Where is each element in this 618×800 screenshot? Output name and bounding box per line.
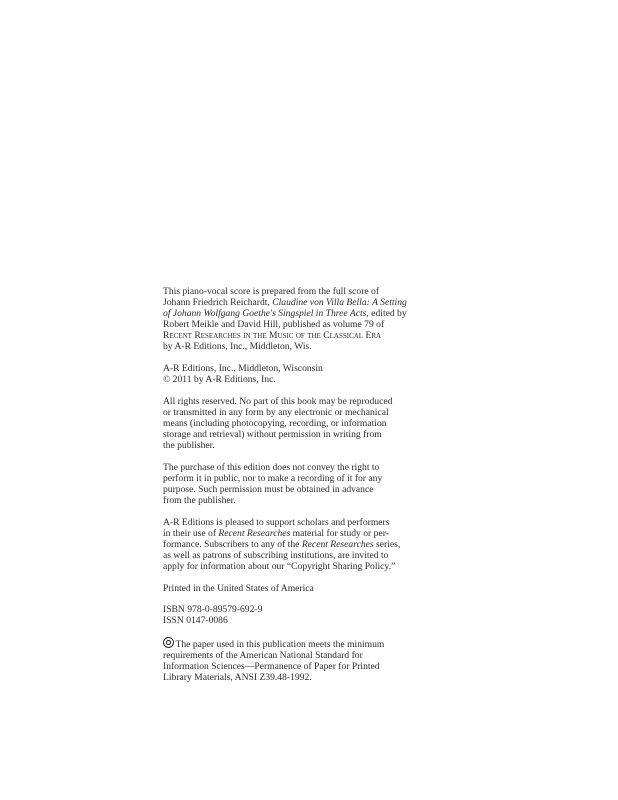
recycled-paper-icon [163,637,174,648]
source-note-line-1: This piano-vocal score is prepared from the full score of [163,286,380,297]
source-note-line-6: by A-R Editions, Inc., Middleton, Wis. [163,341,312,353]
issn: ISSN 0147-0086 [163,615,228,627]
edited-by-text: , edited by [366,308,407,320]
support-line-3 [163,539,399,550]
source-note-line-3 [163,308,407,320]
support-line-5: apply for information about our “Copyright Sharing Policy.” [163,560,396,572]
paper-note-line-1 [163,637,399,650]
copyright-block [163,286,407,694]
series-name-italic-2: Recent Researches [301,538,374,550]
isbn: ISBN 978-0-89579-692-9 [163,604,263,616]
paper-note-line-3: Information Sciences—Permanence of Paper for Printed [163,661,380,673]
copyright-line: © 2011 by A-R Editions, Inc. [163,374,276,386]
composer-text: Johann Friedrich Reichardt, [163,297,273,309]
work-subtitle: of Johann Wolfgang Goethe's Singspiel in Three Acts [163,308,367,320]
source-note [163,286,407,353]
support-line-4: as well as patrons of subscribing institutions, are invited to [163,549,389,561]
printed-line: Printed in the United States of America [163,582,314,594]
rights-line-5: the publisher. [163,440,215,452]
support-line-2 [163,528,399,539]
rights-line-1: All rights reserved. No part of this book may be reproduced [163,395,393,407]
paper-note-text-1: The paper used in this publication meets the minimum [175,638,385,650]
printed-notice [163,583,399,594]
paper-note-line-2: requirements of the American National Standard for [163,649,363,661]
series-title: Recent Researches in the Music of the Classical Era [163,330,382,342]
publisher-info [163,363,399,385]
source-note-line-4: Robert Meikle and David Hill, published as volume 79 of [163,319,385,331]
support-line-2-rest: material for study or per- [290,527,389,539]
performance-line-1: The purchase of this edition does not convey the right to [163,461,380,473]
identifiers [163,604,399,626]
rights-line-2: or transmitted in any form by any electronic or mechanical [163,406,389,418]
rights-line-4: storage and retrieval) without permission in writing from [163,429,382,441]
rights-line-3: means (including photocopying, recording, or information [163,417,387,429]
support-line-1: A-R Editions is pleased to support scholars and performers [163,516,390,528]
series-name-italic: Recent Researches [218,527,291,539]
performance-line-2: perform it in public, nor to make a recording of it for any [163,472,383,484]
rights-notice [163,396,399,451]
performance-line-4: from the publisher. [163,495,236,506]
source-note-line-2 [163,297,407,309]
support-line-3-rest: series, [373,538,401,550]
publisher-line: A-R Editions, Inc., Middleton, Wisconsin [163,363,323,375]
support-notice [163,517,399,572]
support-line-2-text: in their use of [163,527,219,539]
paper-note-line-4: Library Materials, ANSI Z39.48-1992. [163,672,312,684]
work-title: Claudine von Villa Bella: A Setting [272,297,407,309]
support-line-3-text: formance. Subscribers to any of the [163,538,302,550]
paper-note [163,637,399,683]
performance-line-3: purpose. Such permission must be obtained in advance [163,483,374,495]
performance-notice [163,462,399,506]
